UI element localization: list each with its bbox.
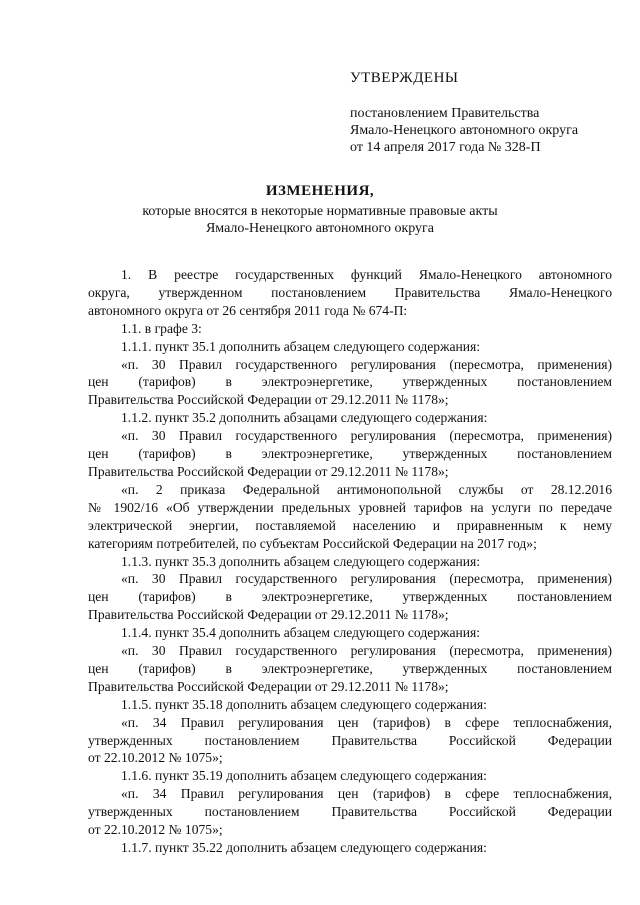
body-line: 1.1.5. пункт 35.18 дополнить абзацем следующего содержания: xyxy=(121,696,487,712)
body-line: 1.1.7. пункт 35.22 дополнить абзацем следующего содержания: xyxy=(121,840,487,855)
body-line: 1. В реестре государственных функций Ямало-Ненецкого автономного xyxy=(121,267,612,282)
document-body xyxy=(88,266,612,857)
body-line: «п. 30 Правил государственного регулирования (пересмотра, применения) xyxy=(121,643,612,659)
body-line: 1.1.1. пункт 35.1 дополнить абзацем следующего содержания: xyxy=(121,338,481,354)
document-title: ИЗМЕНЕНИЯ, xyxy=(265,183,375,199)
approval-block xyxy=(350,70,620,156)
body-line: автономного округа от 26 сентября 2011 года № 674-П: xyxy=(88,302,408,318)
body-line: 1.1. в графе 3: xyxy=(121,320,202,336)
body-line: 1.1.3. пункт 35.3 дополнить абзацем следующего содержания: xyxy=(121,553,481,569)
body-line: «п. 30 Правил государственного регулирования (пересмотра, применения) xyxy=(121,356,612,372)
body-line: Правительства Российской Федерации от 29.12.2011 № 1178»; xyxy=(88,678,449,694)
body-line: «п. 34 Правил регулирования цен (тарифов) в сфере теплоснабжения, xyxy=(121,714,612,730)
document-title-block xyxy=(90,183,550,237)
body-line: от 22.10.2012 № 1075»; xyxy=(88,750,223,766)
body-line: Правительства Российской Федерации от 29.12.2011 № 1178»; xyxy=(88,392,449,408)
body-line: «п. 2 приказа Федеральной антимонопольной службы от 28.12.2016 xyxy=(121,481,612,497)
body-line: электрической энергии, поставляемой населению и приравненным к нему xyxy=(88,517,612,533)
body-line: округа, утвержденном постановлением Правительства Ямало-Ненецкого xyxy=(88,284,612,300)
body-line: «п. 30 Правил государственного регулирования (пересмотра, применения) xyxy=(121,428,612,444)
approval-line: постановлением Правительства xyxy=(350,106,540,121)
body-line: № 1902/16 «Об утверждении предельных уровней тарифов на услуги по передаче xyxy=(88,499,612,515)
body-line: «п. 30 Правил государственного регулирования (пересмотра, применения) xyxy=(121,571,612,587)
approval-line: Ямало-Ненецкого автономного округа xyxy=(350,123,579,138)
body-line: Правительства Российской Федерации от 29.12.2011 № 1178»; xyxy=(88,607,449,623)
body-line: категориям потребителей, по субъектам Российской Федерации на 2017 год»; xyxy=(88,535,537,551)
body-line: утвержденных постановлением Правительства Российской Федерации xyxy=(88,804,612,820)
body-line: цен (тарифов) в электроэнергетике, утвержденных постановлением xyxy=(88,589,612,605)
approval-heading: УТВЕРЖДЕНЫ xyxy=(350,70,459,86)
body-line: утвержденных постановлением Правительства Российской Федерации xyxy=(88,732,612,748)
body-line: «п. 34 Правил регулирования цен (тарифов) в сфере теплоснабжения, xyxy=(121,786,612,802)
body-line: цен (тарифов) в электроэнергетике, утвержденных постановлением xyxy=(88,374,612,390)
document-subtitle: которые вносятся в некоторые нормативные правовые акты xyxy=(142,204,498,219)
body-line: 1.1.4. пункт 35.4 дополнить абзацем следующего содержания: xyxy=(121,625,481,641)
body-line: 1.1.2. пункт 35.2 дополнить абзацами следующего содержания: xyxy=(121,410,488,426)
body-line: Правительства Российской Федерации от 29.12.2011 № 1178»; xyxy=(88,463,449,479)
document-subtitle: Ямало-Ненецкого автономного округа xyxy=(205,221,435,236)
body-line: 1.1.6. пункт 35.19 дополнить абзацем следующего содержания: xyxy=(121,768,487,784)
body-line: цен (тарифов) в электроэнергетике, утвержденных постановлением xyxy=(88,660,612,676)
body-line: цен (тарифов) в электроэнергетике, утвержденных постановлением xyxy=(88,446,612,462)
body-line: от 22.10.2012 № 1075»; xyxy=(88,822,223,838)
approval-line: от 14 апреля 2017 года № 328-П xyxy=(350,140,541,155)
